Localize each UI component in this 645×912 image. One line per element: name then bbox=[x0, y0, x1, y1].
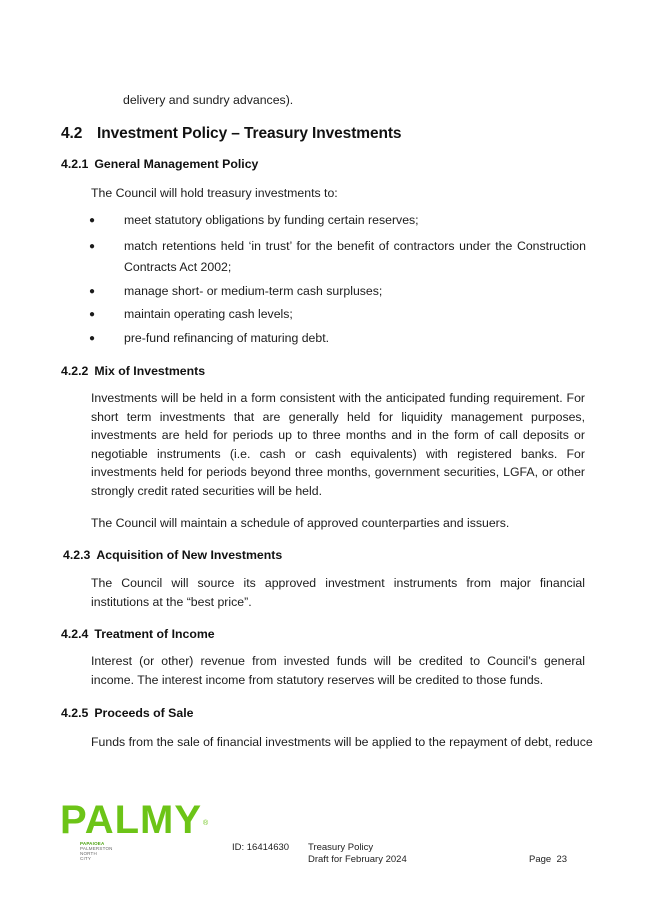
logo-subtext: PAPAIOEA PALMERSTON NORTH CITY bbox=[80, 841, 113, 861]
bullet-icon: ● bbox=[89, 241, 96, 252]
logo-wordmark: PALMY bbox=[60, 798, 203, 842]
doc-status: Draft for February 2024 bbox=[308, 854, 407, 865]
bullet-icon: ● bbox=[89, 333, 96, 344]
paragraph: The Council will source its approved investment instruments from major financial institutions at the “best price”. bbox=[91, 576, 585, 609]
doc-title: Treasury Policy bbox=[308, 842, 374, 853]
subsection-heading-4-2-4: 4.2.4 Treatment of Income bbox=[61, 627, 215, 641]
subsection-heading-4-2-5: 4.2.5 Proceeds of Sale bbox=[61, 706, 194, 720]
paragraph: Interest (or other) revenue from invested funds will be credited to Council’s general income. The interest income from statutory reserves will be credited to those funds. bbox=[91, 654, 585, 687]
paragraph: The Council will maintain a schedule of approved counterparties and issuers. bbox=[91, 516, 510, 530]
palmy-logo bbox=[60, 800, 208, 861]
section-number: 4.2 bbox=[61, 125, 83, 142]
footer-doc-info bbox=[308, 842, 407, 866]
page-number: Page 23 bbox=[529, 854, 568, 865]
list-item: ● match retentions held ‘in trust’ for the benefit of contractors under the Construction Contracts Act 2002; bbox=[88, 236, 586, 278]
continuation-text: delivery and sundry advances). bbox=[123, 93, 294, 107]
subsection-heading-4-2-3: 4.2.3 Acquisition of New Investments bbox=[63, 548, 283, 562]
registered-icon: ® bbox=[203, 820, 209, 827]
section-heading bbox=[61, 123, 401, 144]
list-item: ● maintain operating cash levels; bbox=[88, 304, 586, 325]
bullet-icon: ● bbox=[89, 286, 96, 297]
list-item: ● manage short- or medium-term cash surpluses; bbox=[88, 281, 586, 302]
list-item: ● meet statutory obligations by funding certain reserves; bbox=[88, 210, 586, 231]
bullet-icon: ● bbox=[89, 309, 96, 320]
list-item: ● pre-fund refinancing of maturing debt. bbox=[88, 328, 586, 349]
document-id: ID: 16414630 bbox=[232, 842, 290, 853]
bullet-icon: ● bbox=[89, 215, 96, 226]
section-title: Investment Policy – Treasury Investments bbox=[97, 125, 402, 142]
subsection-heading-4-2-1: 4.2.1 General Management Policy bbox=[61, 157, 259, 171]
paragraph: Investments will be held in a form consistent with the anticipated funding requirement. For short term investments that are generally held for liquidity management purposes, investments are held for periods up to three months and in the form of call deposits or negotiable instruments (i.e. cash or cash equivalents) with registered banks. For investments held for periods beyond three months, government securities, LGFA, or other strongly credit rated securities will be held. bbox=[91, 391, 585, 498]
paragraph: Funds from the sale of financial investments will be applied to the repayment of debt, reduce bbox=[91, 735, 593, 749]
intro-text: The Council will hold treasury investments to: bbox=[91, 186, 338, 200]
subsection-heading-4-2-2: 4.2.2 Mix of Investments bbox=[61, 364, 206, 378]
